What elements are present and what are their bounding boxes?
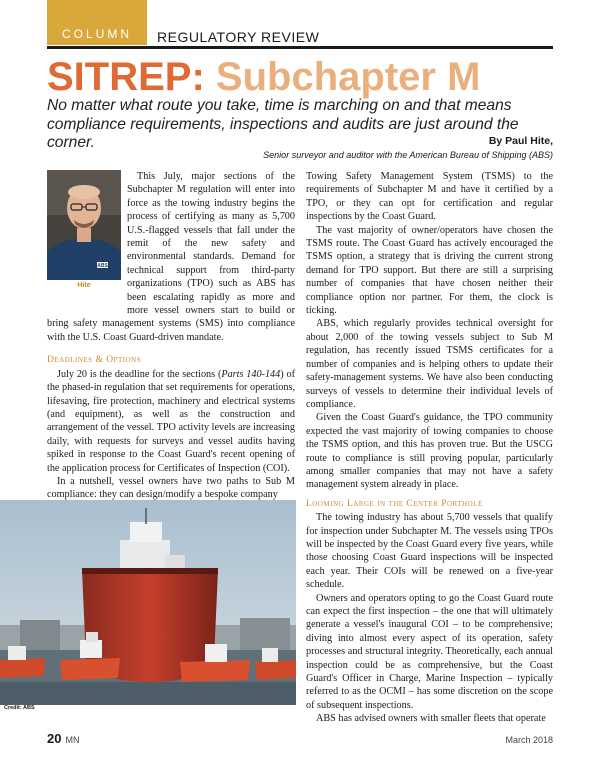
headline-sub: Subchapter M	[215, 55, 481, 99]
byline-title: Senior surveyor and auditor with the American Bureau of Shipping (ABS)	[263, 150, 553, 160]
footer-date: March 2018	[505, 735, 553, 745]
subhead-looming-large: Looming Large in the Center Porthole	[306, 498, 483, 509]
column-tab-label: COLUMN	[61, 27, 132, 41]
ship-photo	[0, 500, 296, 705]
col1-text	[47, 170, 295, 502]
col1-paragraph-3: In a nutshell, vessel owners have two paths to Sub M compliance: they can design/modify a bespoke company	[47, 475, 295, 501]
photo-wrap-spacer	[47, 170, 127, 310]
col1-paragraph-1: This July, major sections of the Subchapter M regulation will enter into force as the towing industry begins the process of certifying as many as 5,700 U.S.-flagged vessels that fall under the remit of the new safety and environmental standards. Demand for technical support from third-party organizations (TPO) such as ABS has been escalating rapidly as more and more vessel owners start to build or bring safety management systems (SMS) into compliance with the U.S. Coast Guard-driven mandate.	[47, 171, 295, 343]
col2-paragraph-6: Owners and operators opting to go the Coast Guard route can expect the first inspection – the one that will ultimately generate a vessel's inaugural COI – to be comprehensive; diving into almost every aspect of its operation, safety processes and structural integrity. Theoretically, each annual inspection could be as comprehensive, but the Coast Guard's Officer in Charge, Marine Inspection – typically referred to as the OCMI – has some discretion on the scope of subsequent inspections.	[306, 592, 553, 711]
column-tab	[47, 0, 147, 45]
col1-paragraph-2: July 20 is the deadline for the sections (Parts 140-144) of the phased-in regulation that set requirements for operations, lifesaving, fire protection, machinery and electrical systems (and equipment), as well as the construction and arrangement of the vessel. TPO activity levels are increasing daily, with requests for surveys and vessel audits having spiked in response to the Coast Guard's recent opening of the application process for Certificates of Inspection (COI).	[47, 368, 295, 474]
col2-paragraph-7: ABS has advised owners with smaller fleets that operate	[316, 713, 546, 725]
subhead-deadlines: Deadlines & Options	[47, 355, 142, 366]
col2-paragraph-2: The vast majority of owner/operators have chosen the TSMS route. The Coast Guard has actively encouraged the TSMS option, a strategy that is driving the current strong demand for TPO support. But there are still a surprising number of companies that have chosen neither their compliance option nor partner. For them, the clock is ticking.	[306, 224, 553, 317]
deck: No matter what route you take, time is marching on and that means compliance requirements, inspections and audits are just around the corner.	[47, 97, 519, 151]
ship-photo-credit: Credit: ABS	[4, 705, 35, 711]
byline: By Paul Hite,	[488, 135, 553, 147]
headline-main: SITREP:	[47, 55, 205, 99]
page-number: 20	[47, 731, 62, 746]
author-photo-caption: Hite	[77, 282, 91, 289]
col2-text	[306, 170, 553, 726]
col2-paragraph-1: Towing Safety Management System (TSMS) to the requirements of Subchapter M and have it certified by a TPO, or they can opt for certification and regular inspections by the Coast Guard.	[306, 171, 553, 223]
section-title: REGULATORY REVIEW	[157, 29, 320, 45]
publication-name: MN	[65, 735, 80, 745]
ship-photo-image	[0, 500, 296, 705]
col2-paragraph-3: ABS, which regularly provides technical oversight for about 2,000 of the towing vessels subject to Sub M regulation, has recently issued TSMS certificates for a number of companies and is helping others to update their safety-management systems. We have also been conducting surveys of vessels to determine their individual levels of compliance.	[306, 318, 553, 410]
col2-paragraph-5: The towing industry has about 5,700 vessels that qualify for inspection under Subchapter M. The vessels using TPOs will be inspected by the Coast Guard every five years, while those choosing Coast Guard inspections will be inspected each year. Their COIs will be renewed on a five-year schedule.	[306, 512, 553, 591]
shirt-logo: ABS	[97, 263, 108, 269]
col2-paragraph-4: Given the Coast Guard's guidance, the TPO community expected the vast majority of towing companies to choose the TSMS option, and this has proven true. But the USCG route to compliance is still proving popular, particularly among smaller companies that may not have a safety management system already in place.	[306, 412, 553, 491]
headline	[47, 53, 480, 101]
footer-page-info	[47, 731, 79, 746]
header-rule	[47, 46, 553, 49]
